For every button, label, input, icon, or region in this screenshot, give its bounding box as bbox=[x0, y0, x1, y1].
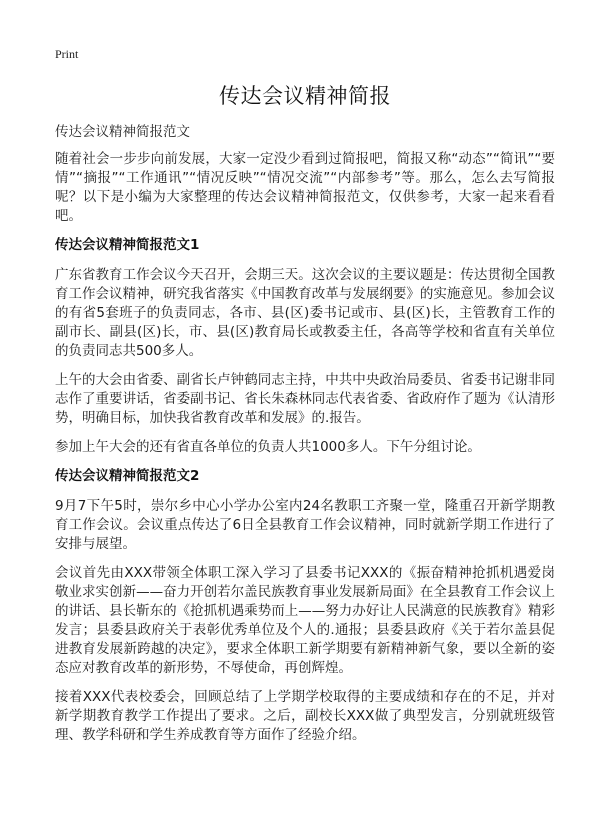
section-1 bbox=[55, 236, 555, 457]
section-heading: 传达会议精神简报范文2 bbox=[55, 468, 200, 484]
body-paragraph: 上午的大会由省委、副省长卢钟鹤同志主持，中共中央政治局委员、省委书记谢非同志作了重要讲话，省委副书记、省长朱森林同志代表省委、省政府作了题为《认清形势，明确目标，加快我省教育改革和发展》的.报告。 bbox=[55, 372, 555, 426]
document-title: 传达会议精神简报 bbox=[219, 84, 391, 108]
print-link[interactable]: Print bbox=[55, 47, 79, 61]
body-paragraph: 参加上午大会的还有省直各单位的负责人共1000多人。下午分组讨论。 bbox=[55, 439, 481, 455]
section-heading: 传达会议精神简报范文1 bbox=[55, 237, 200, 253]
intro-paragraph: 随着社会一步步向前发展，大家一定没少看到过简报吧，简报又称“动态”“简讯”“要情”“摘报”“工作通讯”“情况反映”“情况交流”“内部参考”等。那么，怎么去写简报呢？以下是小编为大家整理的传达会议精神简报范文，仅供参考，大家一起来看看吧。 bbox=[55, 151, 555, 224]
section-2 bbox=[55, 467, 555, 745]
body-paragraph: 接着XXX代表校委会，回顾总结了上学期学校取得的主要成绩和存在的不足，并对新学期教育教学工作提出了要求。之后，副校长XXX做了典型发言，分别就班级管理、教学科研和学生养成教育等方面作了经验介绍。 bbox=[55, 689, 555, 743]
document-subtitle: 传达会议精神简报范文 bbox=[55, 124, 190, 140]
body-paragraph: 会议首先由XXX带领全体职工深入学习了县委书记XXX的《振奋精神抢抓机遇爱岗敬业求实创新——奋力开创若尔盖民族教育事业发展新局面》在全县教育工作会议上的讲话、县长靳东的《抢抓机遇乘势而上——努力办好让人民满意的民族教育》精彩发言；县委县政府关于表彰优秀单位及个人的.通报；县委县政府《关于若尔盖县促进教育发展新跨越的决定》，要求全体职工新学期要有新精神新气象，要以全新的姿态应对教育改革的新形势，不辱使命，再创辉煌。 bbox=[55, 565, 555, 676]
document-body bbox=[55, 150, 555, 755]
body-paragraph: 9月7下午5时，崇尔乡中心小学办公室内24名教职工齐聚一堂，隆重召开新学期教育工作会议。会议重点传达了6日全县教育工作会议精神，同时就新学期工作进行了安排与展望。 bbox=[55, 498, 555, 552]
body-paragraph: 广东省教育工作会议今天召开，会期三天。这次会议的主要议题是：传达贯彻全国教育工作会议精神，研究我省落实《中国教育改革与发展纲要》的实施意见。参加会议的有省5套班子的负责同志，各市、县(区)委书记或市、县(区)长，主管教育工作的副市长、副县(区)长，市、县(区)教育局长或教委主任，各高等学校和省直有关单位的负责同志共500多人。 bbox=[55, 267, 555, 359]
